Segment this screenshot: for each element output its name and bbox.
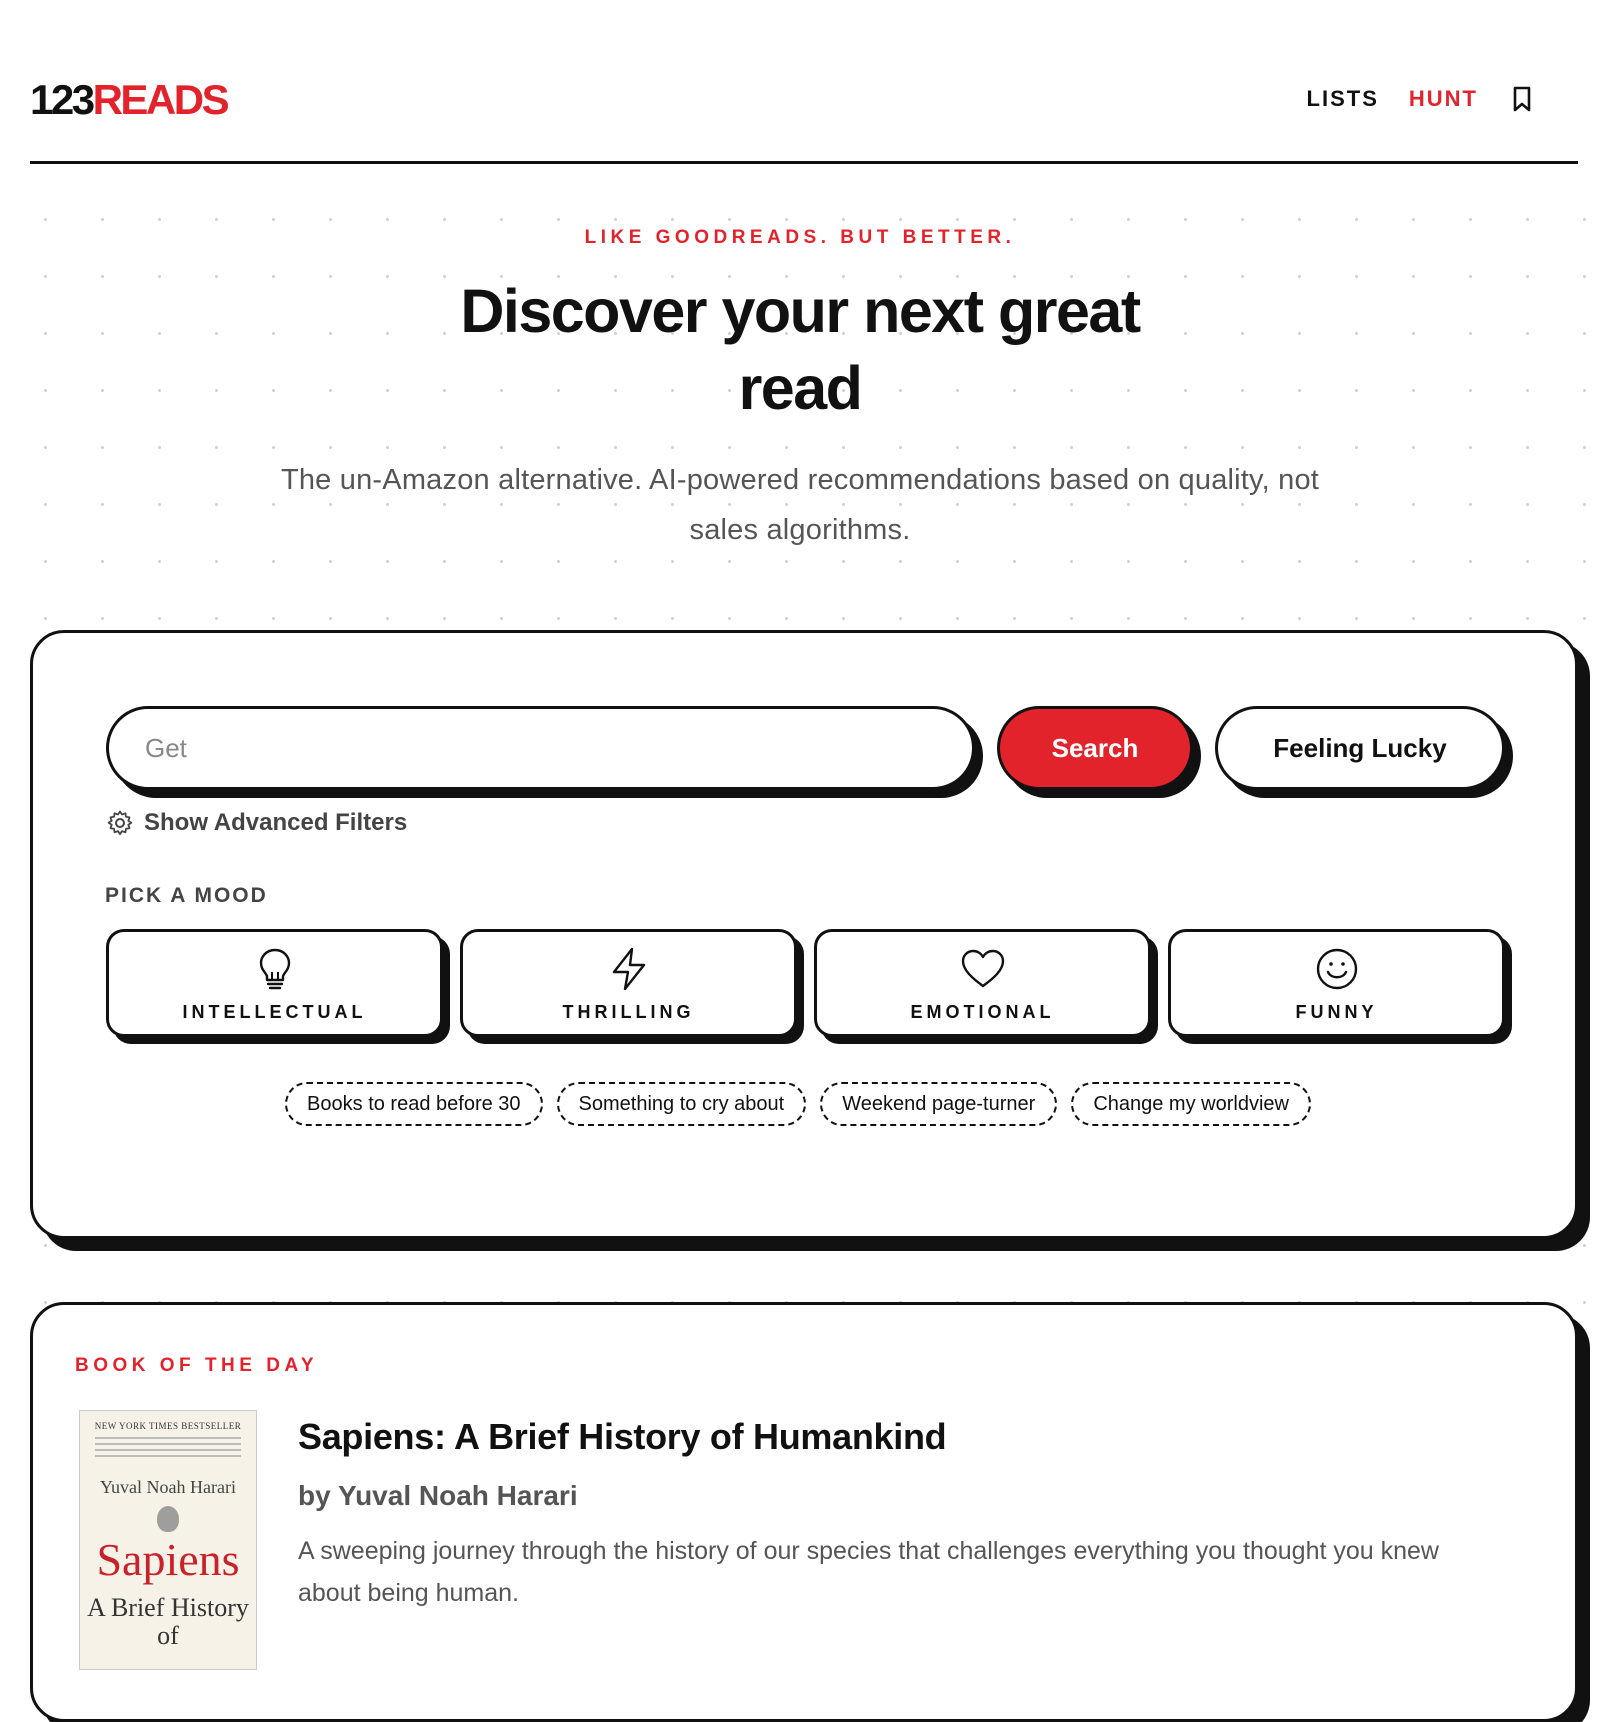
main-nav	[1307, 86, 1532, 112]
nav-hunt-link[interactable]: HUNT	[1408, 86, 1478, 111]
logo-word: READS	[92, 76, 228, 123]
mood-label: INTELLECTUAL	[182, 1002, 367, 1022]
book-author: by Yuval Noah Harari	[298, 1480, 578, 1511]
chip-change-worldview[interactable]: Change my worldview	[1071, 1082, 1311, 1126]
book-of-the-day-label: BOOK OF THE DAY	[75, 1355, 319, 1376]
cover-subtitle: A Brief History of	[87, 1593, 249, 1650]
hero-subhead: The un-Amazon alternative. AI-powered recommendations based on quality, not sales algorithms.	[280, 464, 1320, 546]
book-cover[interactable]	[79, 1410, 257, 1670]
cover-author: Yuval Noah Harari	[100, 1477, 236, 1497]
mood-intellectual-button[interactable]	[106, 929, 443, 1037]
mood-label: FUNNY	[1295, 1002, 1378, 1022]
site-logo[interactable]	[30, 76, 227, 124]
bookmark-icon[interactable]	[1512, 86, 1532, 112]
fingerprint-icon	[157, 1506, 179, 1532]
book-title[interactable]: Sapiens: A Brief History of Humankind	[298, 1416, 947, 1457]
cover-title: Sapiens	[96, 1534, 240, 1585]
lightning-icon	[606, 946, 652, 992]
lightbulb-icon	[252, 946, 298, 992]
header-divider	[30, 161, 1578, 164]
hero	[0, 200, 1600, 555]
cover-bestseller: NEW YORK TIMES BESTSELLER	[94, 1421, 242, 1431]
mood-label: THRILLING	[562, 1002, 695, 1022]
chip-cry-about[interactable]: Something to cry about	[557, 1082, 807, 1126]
mood-thrilling-button[interactable]	[460, 929, 797, 1037]
advanced-filters-toggle[interactable]	[106, 809, 407, 837]
suggestion-chips	[33, 1082, 1575, 1126]
mood-label: EMOTIONAL	[910, 1002, 1055, 1022]
hero-tagline: LIKE GOODREADS. BUT BETTER.	[584, 227, 1016, 248]
chip-books-before-30[interactable]: Books to read before 30	[285, 1082, 542, 1126]
mood-emotional-button[interactable]	[814, 929, 1151, 1037]
gear-icon	[106, 809, 134, 837]
mood-picker	[106, 929, 1505, 1037]
mood-funny-button[interactable]	[1168, 929, 1505, 1037]
nav-lists-link[interactable]: LISTS	[1306, 86, 1379, 111]
book-description: A sweeping journey through the history of our species that challenges everything you thought you knew about being human.	[298, 1537, 1439, 1607]
logo-number: 123	[30, 76, 93, 123]
chip-weekend-page-turner[interactable]: Weekend page-turner	[820, 1082, 1057, 1126]
search-button[interactable]: Search	[997, 706, 1193, 790]
search-card	[30, 630, 1578, 1239]
book-of-the-day-card	[30, 1302, 1578, 1722]
cover-blurb	[95, 1437, 241, 1471]
search-row	[106, 706, 1505, 790]
site-header	[0, 0, 1600, 165]
feeling-lucky-button[interactable]: Feeling Lucky	[1215, 706, 1505, 790]
heart-icon	[960, 946, 1006, 992]
search-input[interactable]	[106, 706, 975, 790]
hero-headline: Discover your next great read	[460, 277, 1140, 422]
advanced-filters-label: Show Advanced Filters	[144, 809, 408, 836]
mood-section-label: PICK A MOOD	[105, 884, 268, 907]
smiley-icon	[1314, 946, 1360, 992]
